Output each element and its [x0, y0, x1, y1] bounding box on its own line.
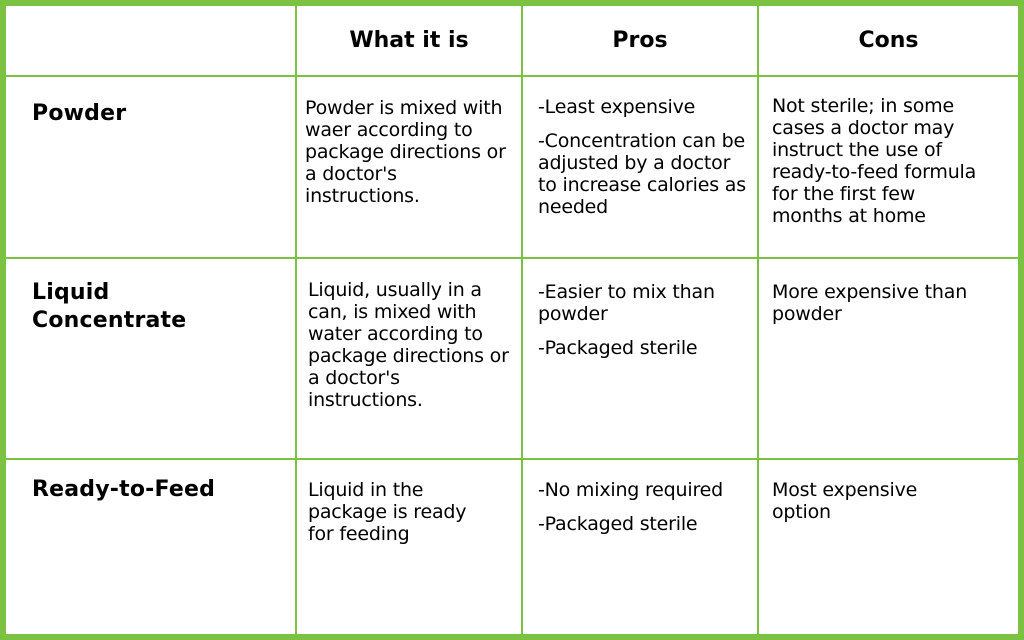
header-cons: Cons [858, 28, 919, 53]
row-divider [6, 257, 1018, 259]
pro-item: -Concentration can be adjusted by a doctor to increase calories as needed [538, 130, 746, 218]
row-divider [6, 75, 1018, 77]
cell-cons-liquid-concentrate: More expensive than powder [772, 281, 968, 325]
pro-item: -No mixing required [538, 479, 723, 501]
cell-pros-ready-to-feed [538, 479, 738, 535]
cell-what-powder: Powder is mixed with waer according to package directions or a doctor's instructions. [305, 97, 506, 207]
row-divider [6, 458, 1018, 460]
pro-item: -Packaged sterile [538, 337, 698, 359]
cell-cons-powder: Not sterile; in some cases a doctor may instruct the use of ready-to-feed formula for the first few months at home [772, 95, 977, 227]
cell-cons-ready-to-feed: Most expensive option [772, 479, 918, 523]
cell-pros-powder [538, 96, 753, 218]
pro-item: -Least expensive [538, 96, 696, 118]
cell-what-liquid-concentrate: Liquid, usually in a can, is mixed with water according to package directions or a doctor's instructions. [308, 279, 509, 411]
column-divider [521, 6, 523, 634]
pro-item: -Packaged sterile [538, 513, 698, 535]
header-what-it-is: What it is [349, 28, 469, 53]
pro-item: -Easier to mix than powder [538, 281, 715, 325]
row-label-powder: Powder [32, 101, 127, 126]
cell-what-ready-to-feed: Liquid in the package is ready for feeding [308, 479, 467, 545]
column-divider [757, 6, 759, 634]
row-label-ready-to-feed: Ready-to-Feed [32, 477, 216, 502]
column-divider [295, 6, 297, 634]
row-label-liquid-concentrate: Liquid Concentrate [32, 280, 187, 333]
cell-pros-liquid-concentrate [538, 281, 748, 359]
header-pros: Pros [612, 28, 668, 53]
